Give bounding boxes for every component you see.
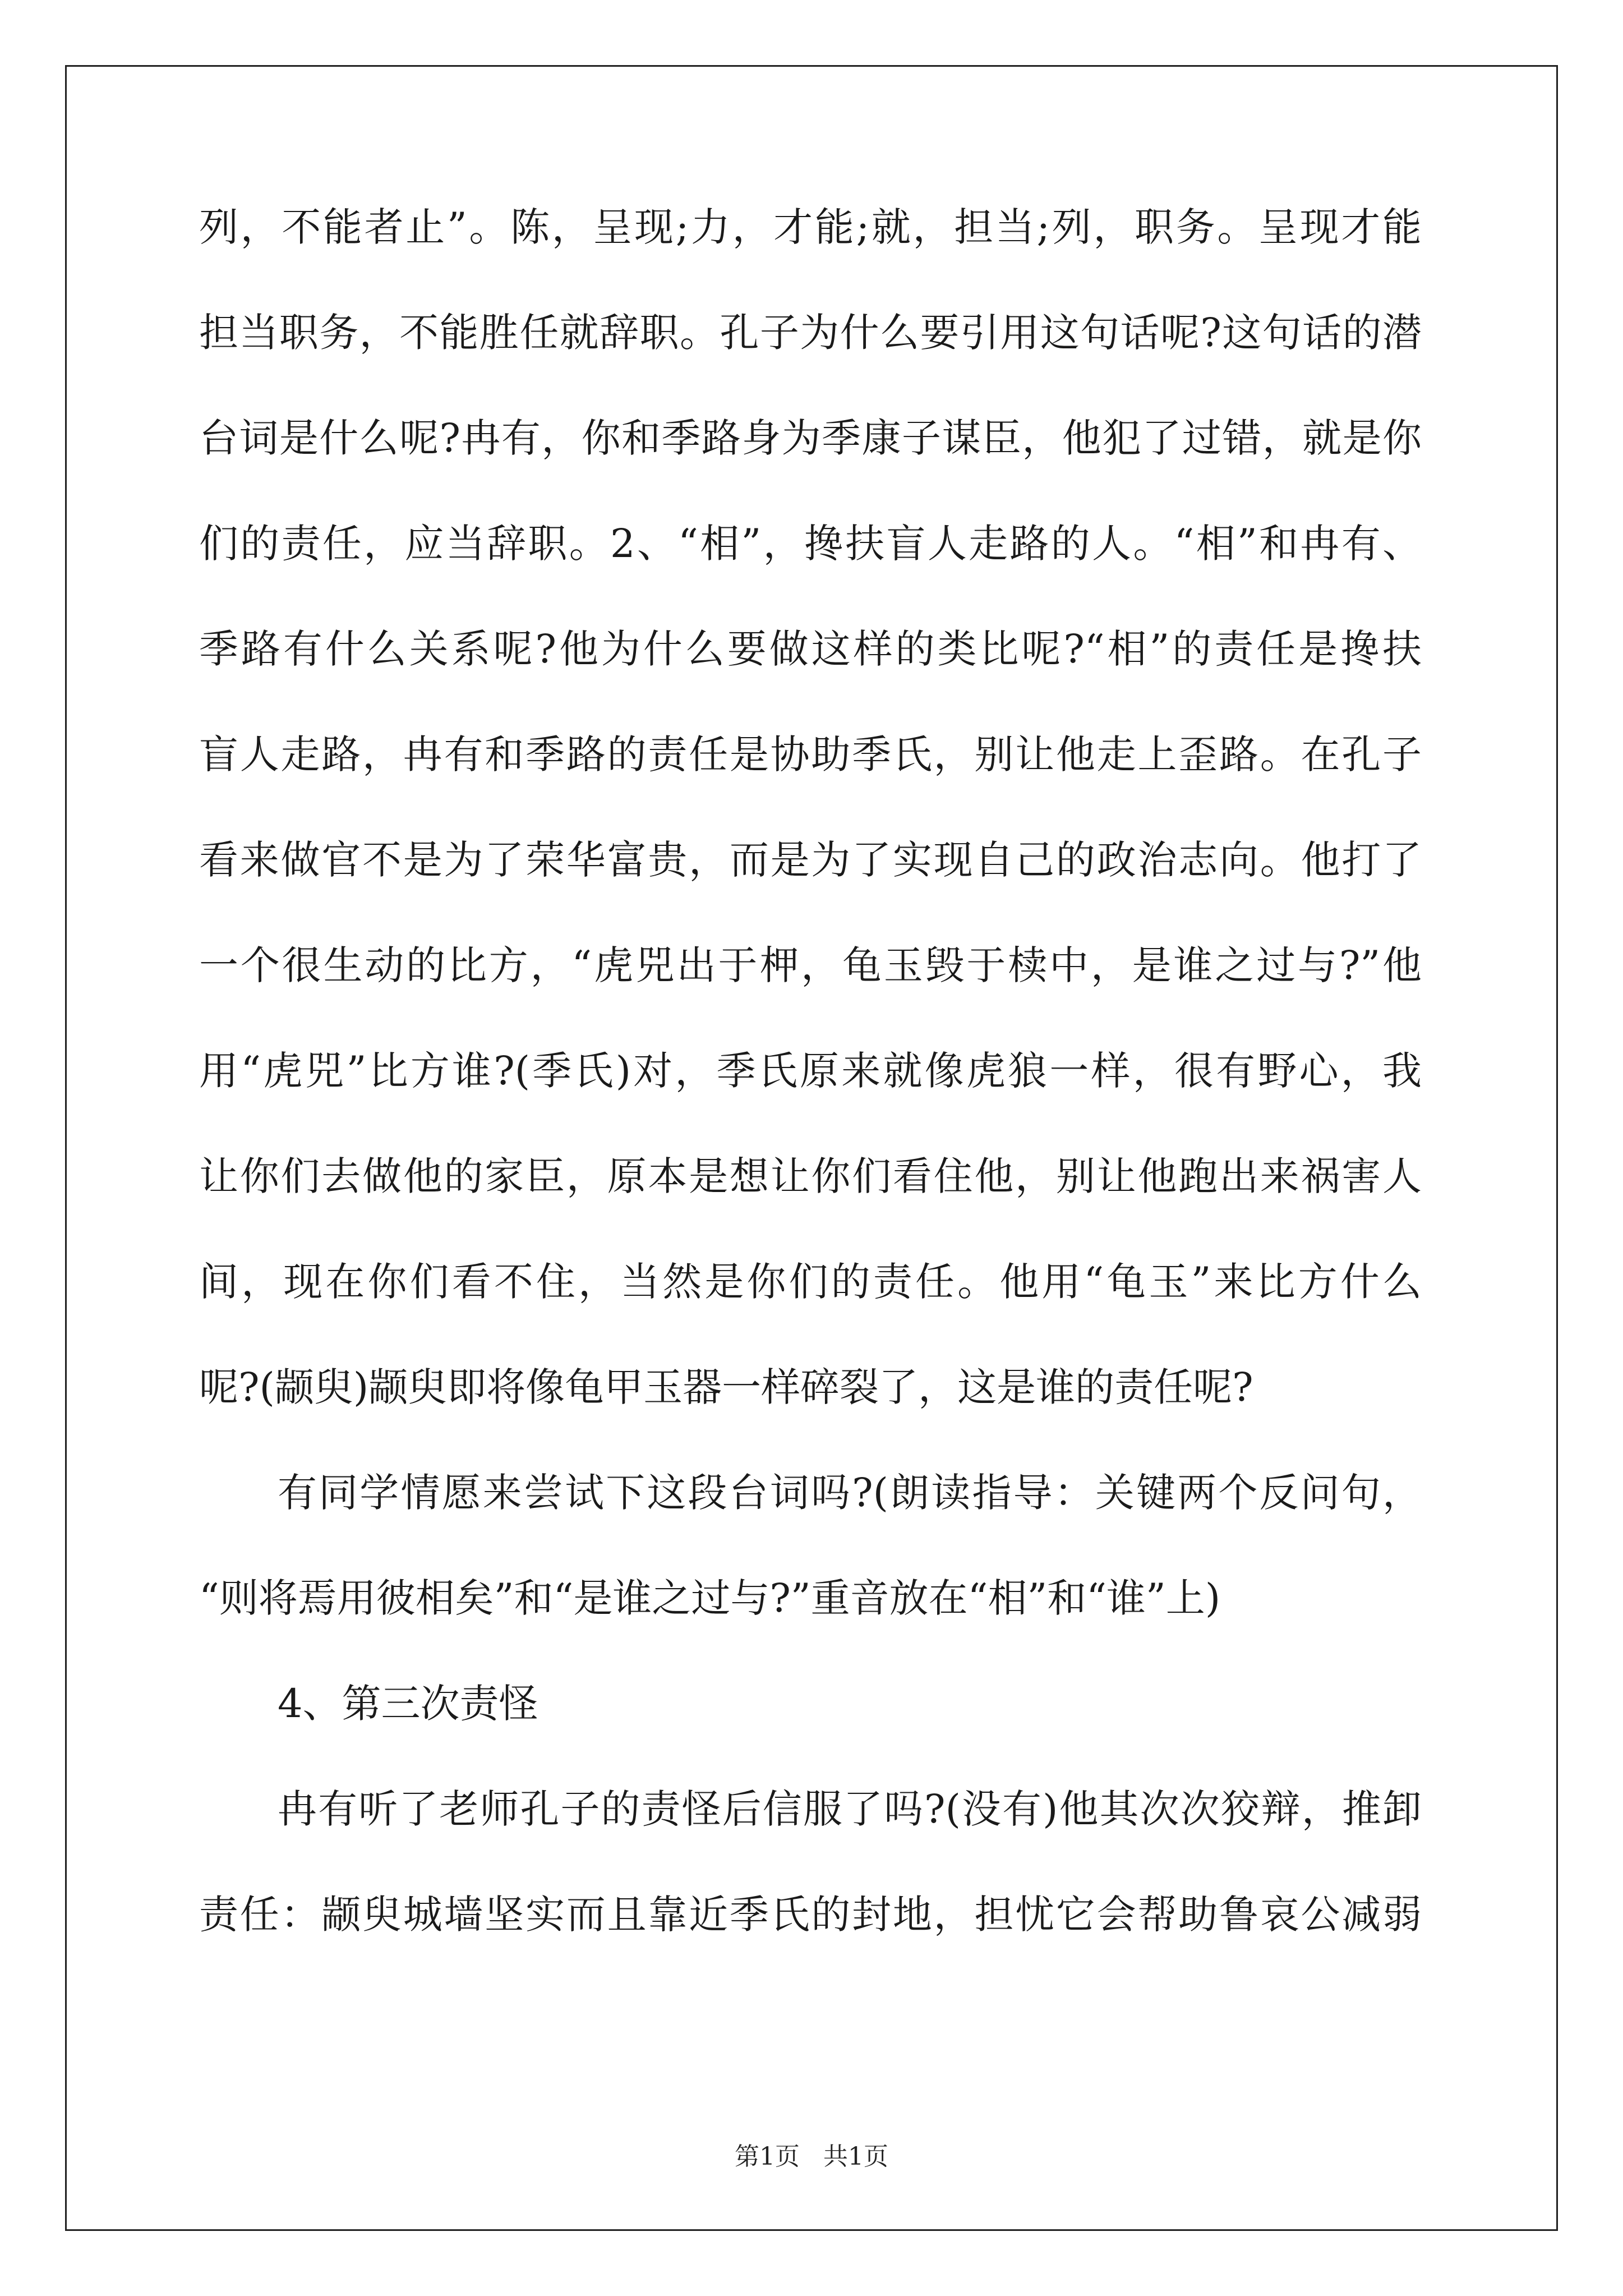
text-line: “则将焉用彼相矣”和“是谁之过与?”重音放在“相”和“谁”上) (199, 1575, 1221, 1621)
text-line: 担当职务，不能胜任就辞职。孔子为什么要引用这句话呢?这句话的潜 (199, 310, 1422, 356)
text-line: 一个很生动的比方，“虎兕出于柙，龟玉毁于椟中，是谁之过与?”他 (199, 942, 1422, 988)
text-line: 呢?(颛臾)颛臾即将像龟甲玉器一样碎裂了，这是谁的责任呢? (199, 1364, 1253, 1410)
paragraph-start-line: 冉有听了老师孔子的责怪后信服了吗?(没有)他其次次狡辩，推卸 (278, 1786, 1422, 1832)
page-number: 第1页 (735, 2142, 800, 2171)
section-heading: 4、第三次责怪 (278, 1681, 538, 1727)
page-total: 共1页 (823, 2142, 888, 2171)
text-line: 台词是什么呢?冉有，你和季路身为季康子谋臣，他犯了过错，就是你 (199, 415, 1422, 461)
text-line: 责任：颛臾城墙坚实而且靠近季氏的封地，担忧它会帮助鲁哀公减弱 (199, 1892, 1422, 1938)
text-line: 盲人走路，冉有和季路的责任是协助季氏，别让他走上歪路。在孔子 (199, 731, 1422, 777)
document-body (199, 204, 1422, 2000)
text-line: 季路有什么关系呢?他为什么要做这样的类比呢?“相”的责任是搀扶 (199, 626, 1422, 672)
paragraph-start-line: 有同学情愿来尝试下这段台词吗?(朗读指导：关键两个反问句， (278, 1470, 1422, 1516)
text-line: 们的责任，应当辞职。2、“相”，搀扶盲人走路的人。“相”和冉有、 (199, 521, 1422, 567)
text-line: 间，现在你们看不住，当然是你们的责任。他用“龟玉”来比方什么 (199, 1259, 1422, 1305)
text-line: 列，不能者止”。陈，呈现;力，才能;就，担当;列，职务。呈现才能 (199, 204, 1422, 250)
text-line: 用“虎兕”比方谁?(季氏)对，季氏原来就像虎狼一样，很有野心，我 (199, 1048, 1422, 1094)
text-line: 让你们去做他的家臣，原本是想让你们看住他，别让他跑出来祸害人 (199, 1153, 1422, 1199)
page-footer (0, 2136, 1623, 2172)
text-line: 看来做官不是为了荣华富贵，而是为了实现自己的政治志向。他打了 (199, 837, 1422, 883)
